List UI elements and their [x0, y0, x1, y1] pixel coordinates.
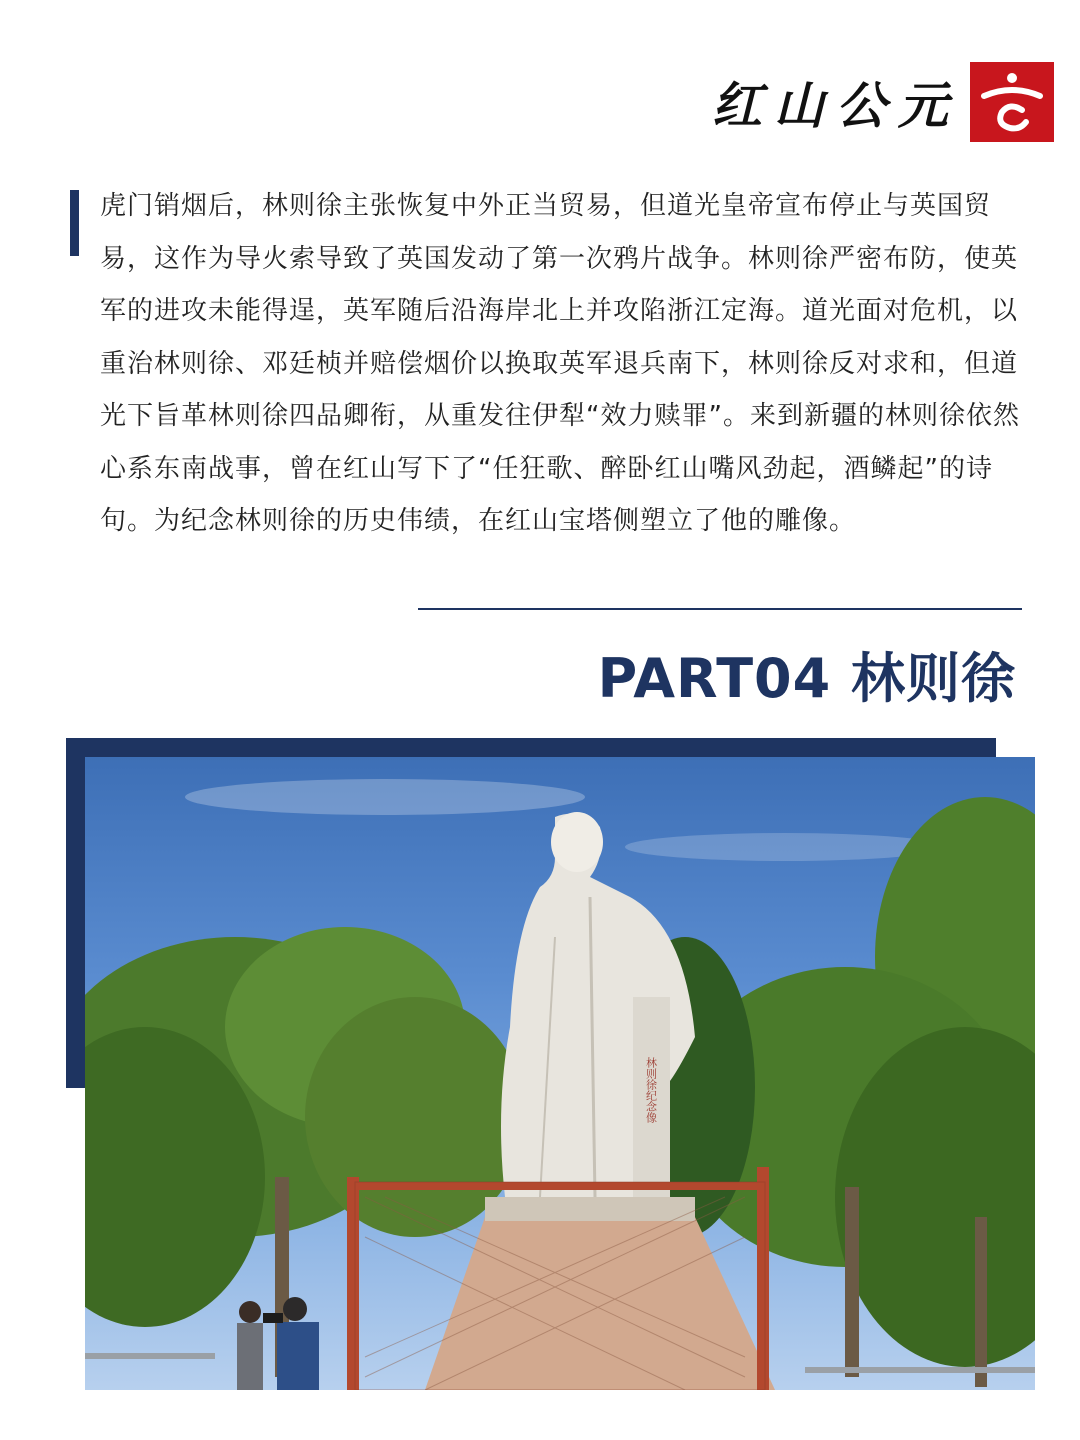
- statue-photo: [85, 757, 1035, 1390]
- section-divider: [418, 608, 1022, 610]
- paragraph-accent-bar: [70, 190, 79, 256]
- brand-logo: [712, 62, 1054, 142]
- statue-inscription: 林则徐纪念像: [644, 1057, 658, 1123]
- logo-mark-icon: [970, 62, 1054, 142]
- statue-figure: [501, 812, 695, 1197]
- logo-text: 红山公元: [712, 76, 960, 135]
- paragraph-text: 虎门销烟后，林则徐主张恢复中外正当贸易，但道光皇帝宣布停止与英国贸易，这作为导火索导致了英国发动了第一次鸦片战争。林则徐严密布防，使英军的进攻未能得逞，英军随后沿海岸北上并攻陷浙江定海。道光面对危机，以重治林则徐、邓廷桢并赔偿烟价以换取英军退兵南下，林则徐反对求和，但道光下旨革林则徐四品卿衔，从重发往伊犁“效力赎罪”。来到新疆的林则徐依然心系东南战事，曾在红山写下了“任狂歌、醉卧红山嘴风劲起，酒鳞起”的诗句。为纪念林则徐的历史伟绩，在红山宝塔侧塑立了他的雕像。: [100, 191, 1020, 536]
- body-paragraph: [100, 180, 1030, 548]
- section-title: PART04 林则徐: [597, 647, 1016, 710]
